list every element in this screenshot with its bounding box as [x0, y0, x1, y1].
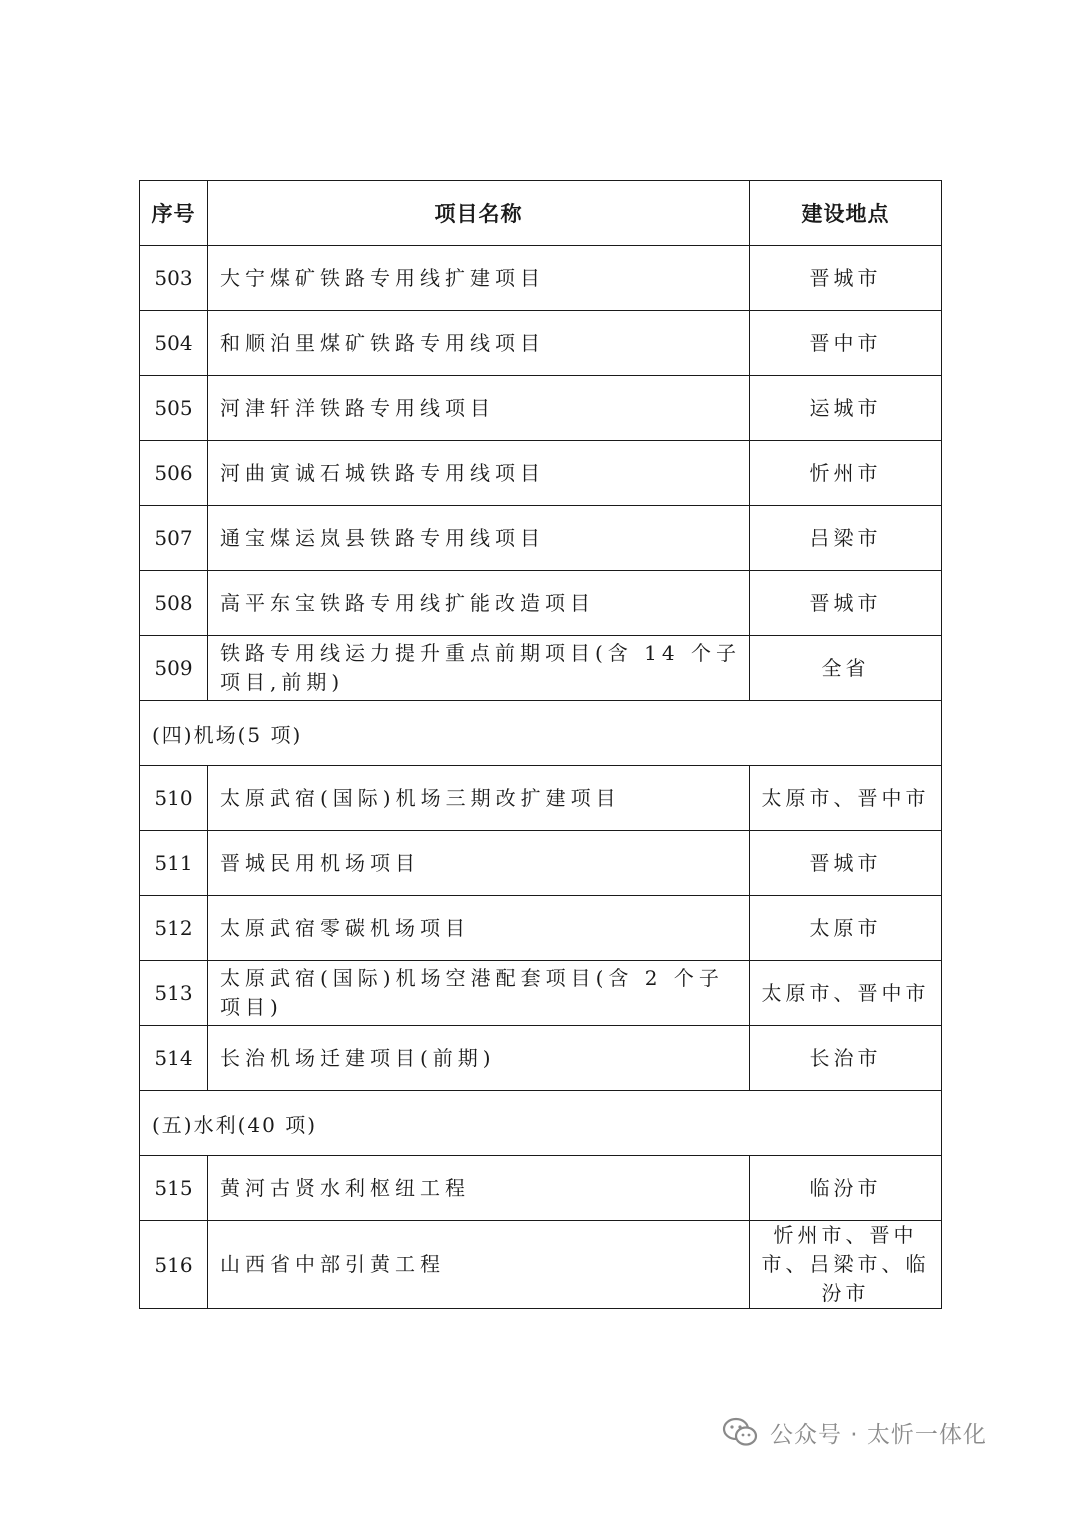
project-location: 太原市: [750, 896, 942, 961]
row-number: 512: [140, 896, 208, 961]
project-name: 河津轩洋铁路专用线项目: [208, 376, 750, 441]
project-location: 吕梁市: [750, 506, 942, 571]
project-name: 河曲寅诚石城铁路专用线项目: [208, 441, 750, 506]
project-location: 运城市: [750, 376, 942, 441]
project-name: 长治机场迁建项目(前期): [208, 1026, 750, 1091]
project-location: 太原市、晋中市: [750, 961, 942, 1026]
project-location: 临汾市: [750, 1156, 942, 1221]
project-location: 晋城市: [750, 246, 942, 311]
project-table: [139, 180, 942, 1309]
section-heading-airport: (四)机场(5 项): [140, 701, 942, 766]
row-number: 507: [140, 506, 208, 571]
project-location: 晋城市: [750, 571, 942, 636]
table-row: [140, 506, 942, 571]
project-name: 山西省中部引黄工程: [208, 1221, 750, 1309]
row-number: 510: [140, 766, 208, 831]
project-name: 大宁煤矿铁路专用线扩建项目: [208, 246, 750, 311]
table-row: [140, 1156, 942, 1221]
table-row: [140, 441, 942, 506]
row-number: 503: [140, 246, 208, 311]
watermark-text: 公众号 · 太忻一体化: [770, 1421, 987, 1448]
table-row: [140, 766, 942, 831]
project-name: 黄河古贤水利枢纽工程: [208, 1156, 750, 1221]
row-number: 508: [140, 571, 208, 636]
section-row: [140, 701, 942, 766]
table-row: [140, 961, 942, 1026]
row-number: 511: [140, 831, 208, 896]
table-row: [140, 636, 942, 701]
project-location: 晋城市: [750, 831, 942, 896]
row-number: 515: [140, 1156, 208, 1221]
table-row: [140, 896, 942, 961]
section-heading-water: (五)水利(40 项): [140, 1091, 942, 1156]
project-location: 长治市: [750, 1026, 942, 1091]
table-row: [140, 246, 942, 311]
row-number: 516: [140, 1221, 208, 1309]
header-location: 建设地点: [750, 181, 942, 246]
row-number: 514: [140, 1026, 208, 1091]
wechat-icon: [722, 1417, 758, 1447]
table-row: [140, 376, 942, 441]
table-row: [140, 831, 942, 896]
table-row: [140, 311, 942, 376]
project-name: 通宝煤运岚县铁路专用线项目: [208, 506, 750, 571]
table-row: [140, 571, 942, 636]
section-row: [140, 1091, 942, 1156]
project-name: 晋城民用机场项目: [208, 831, 750, 896]
project-location: 忻州市、晋中市、吕梁市、临汾市: [750, 1221, 942, 1309]
table-header-row: [140, 181, 942, 246]
project-location: 太原市、晋中市: [750, 766, 942, 831]
row-number: 506: [140, 441, 208, 506]
table-row: [140, 1026, 942, 1091]
table-row: [140, 1221, 942, 1309]
project-name: 太原武宿零碳机场项目: [208, 896, 750, 961]
project-name: 太原武宿(国际)机场空港配套项目(含 2 个子项目): [208, 961, 750, 1026]
row-number: 504: [140, 311, 208, 376]
project-name: 铁路专用线运力提升重点前期项目(含 14 个子项目,前期): [208, 636, 750, 701]
row-number: 509: [140, 636, 208, 701]
project-location: 忻州市: [750, 441, 942, 506]
header-name: 项目名称: [208, 181, 750, 246]
row-number: 505: [140, 376, 208, 441]
project-location: 晋中市: [750, 311, 942, 376]
watermark: [722, 1412, 987, 1452]
project-name: 太原武宿(国际)机场三期改扩建项目: [208, 766, 750, 831]
project-location: 全省: [750, 636, 942, 701]
project-name: 和顺泊里煤矿铁路专用线项目: [208, 311, 750, 376]
row-number: 513: [140, 961, 208, 1026]
project-name: 高平东宝铁路专用线扩能改造项目: [208, 571, 750, 636]
header-no: 序号: [140, 181, 208, 246]
